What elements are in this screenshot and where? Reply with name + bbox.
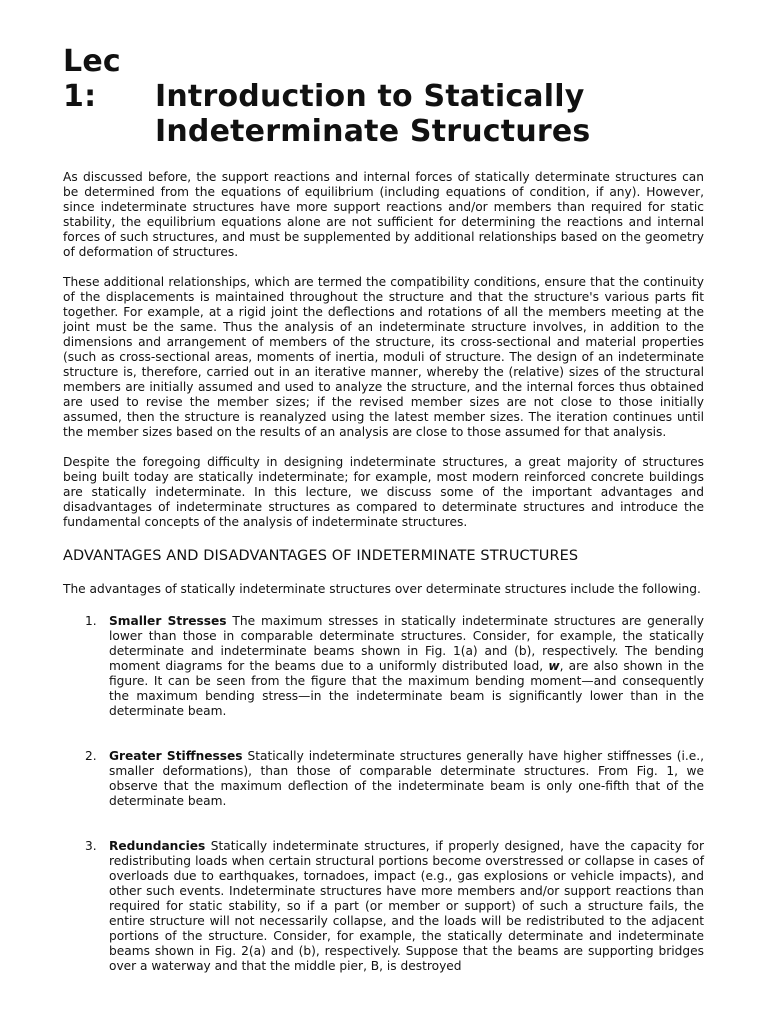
item-text: Statically indeterminate structures generally have higher stiffnesses (i.e., smaller deformations), than those of comparable determinate structures. From Fig. 1, we observe that the maximum deflection of the indeterminate beam is only one-fifth that of the determinate beam. [109,749,704,808]
item-text: The maximum stresses in statically indeterminate structures are generally lower than those in comparable determinate structures. Consider, for example, the statically determinate and indeterminate beams shown in Fig. 1(a) and (b), respectively. The bending moment diagrams for the beams due to a uniformly distributed load, [109,614,704,673]
list-item [63,749,704,809]
advantages-intro: The advantages of statically indeterminate structures over determinate structures include the following. [63,582,701,596]
list-marker: 3. [85,839,97,853]
item-term: Greater Stiffnesses [109,749,243,763]
lecture-number: Lec 1: [63,44,121,114]
page-title [63,44,704,149]
document-page [63,44,704,974]
item-term: Redundancies [109,839,206,853]
list-marker: 1. [85,614,97,628]
title-line-2: Indeterminate Structures [155,114,591,149]
title-line-1: Introduction to Statically [155,79,585,114]
item-term: Smaller Stresses [109,614,227,628]
item-text-continued: , are also shown in the figure. It can be seen from the figure that the maximum bending moment—and consequently the maximum bending stress—in the indeterminate beam is significantly lower than in the determinate beam. [109,659,704,718]
paragraph-2: These additional relationships, which are termed the compatibility conditions, ensure that the continuity of the displacements is maintained throughout the structure and that the structure's various parts fit together. For example, at a rigid joint the deflections and rotations of all the members meeting at the joint must be the same. Thus the analysis of an indeterminate structure involves, in addition to the dimensions and arrangement of members of the structure, its cross-sectional and material properties (such as cross-sectional areas, moments of inertia, moduli of structure. The design of an indeterminate structure is, therefore, carried out in an iterative manner, whereby the (relative) sizes of the structural members are initially assumed and used to analyze the structure, and the internal forces thus obtained are used to revise the member sizes; if the revised member sizes are not close to those initially assumed, then the structure is reanalyzed using the latest member sizes. The iteration continues until the member sizes based on the results of an analysis are close to those assumed for that analysis. [63,275,704,439]
advantages-list [63,614,704,974]
load-symbol: w [548,659,560,673]
section-heading: ADVANTAGES AND DISADVANTAGES OF INDETERMINATE STRUCTURES [63,548,579,564]
paragraph-1: As discussed before, the support reactions and internal forces of statically determinate structures can be determined from the equations of equilibrium (including equations of condition, if any). However, since indeterminate structures have more support reactions and/or members than required for static stability, the equilibrium equations alone are not sufficient for determining the reactions and internal forces of such structures, and must be supplemented by additional relationships based on the geometry of deformation of structures. [63,170,704,259]
paragraph-3: Despite the foregoing difficulty in designing indeterminate structures, a great majority of structures being built today are statically indeterminate; for example, most modern reinforced concrete buildings are statically indeterminate. In this lecture, we discuss some of the important advantages and disadvantages of indeterminate structures as compared to determinate structures and introduce the fundamental concepts of the analysis of indeterminate structures. [63,455,704,529]
list-item [63,614,704,719]
list-item [63,839,704,974]
list-marker: 2. [85,749,97,763]
item-text: Statically indeterminate structures, if properly designed, have the capacity for redistributing loads when certain structural portions become overstressed or collapse in cases of overloads due to earthquakes, tornadoes, impact (e.g., gas explosions or vehicle impacts), and other such events. Indeterminate structures have more members and/or support reactions than required for static stability, so if a part (or member or support) of such a structure fails, the entire structure will not necessarily collapse, and the loads will be redistributed to the adjacent portions of the structure. Consider, for example, the statically determinate and indeterminate beams shown in Fig. 2(a) and (b), respectively. Suppose that the beams are supporting bridges over a waterway and that the middle pier, B, is destroyed [109,839,704,973]
